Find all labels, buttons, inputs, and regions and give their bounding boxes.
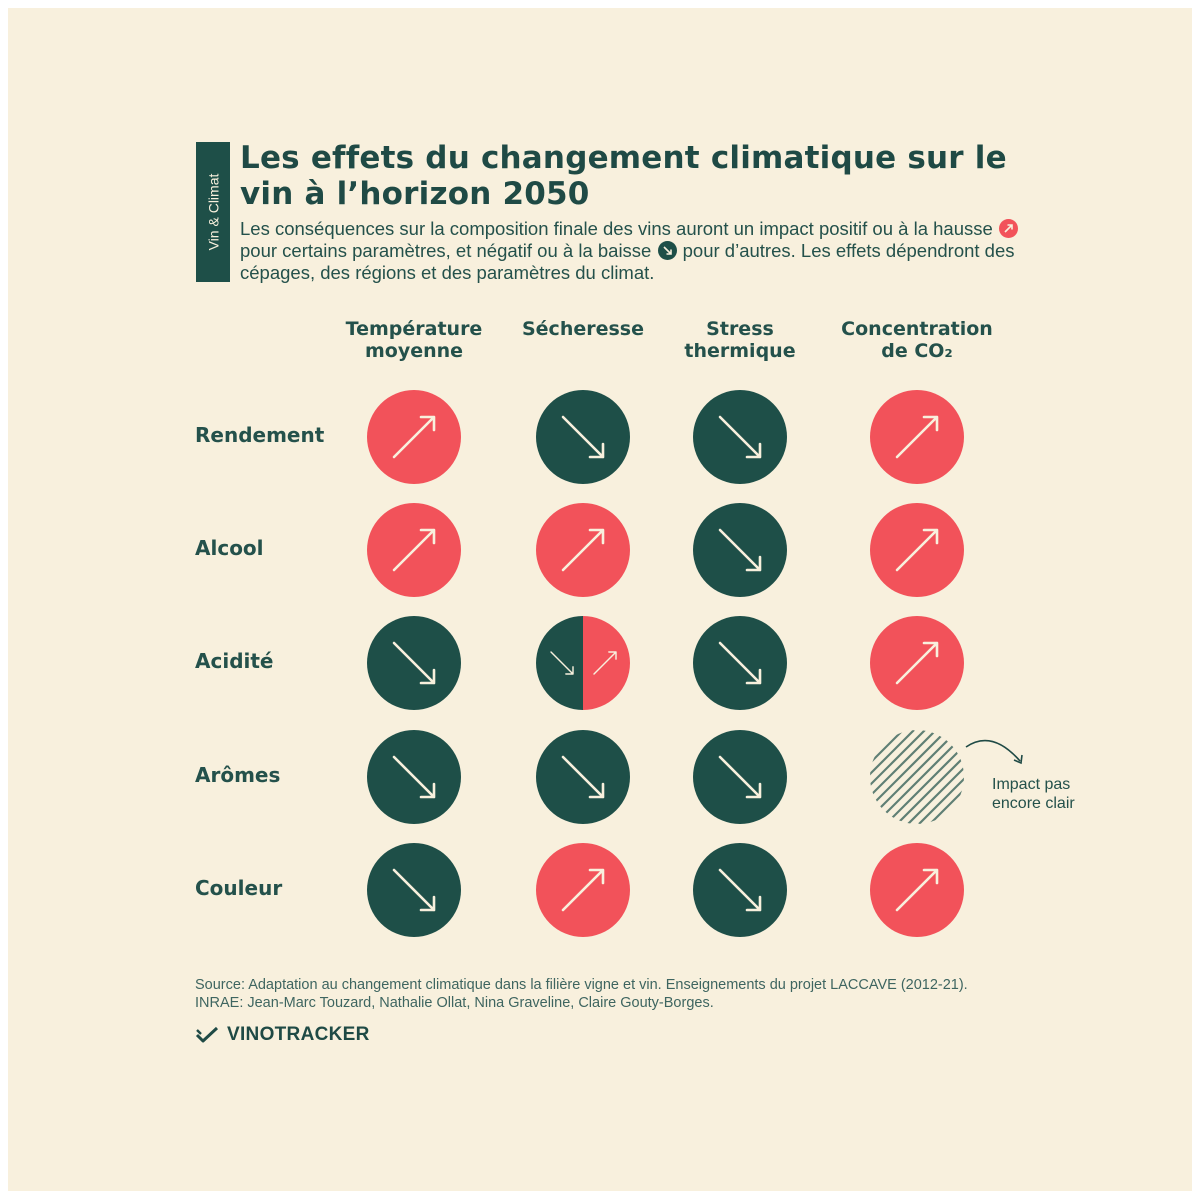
brand-name: VINOTRACKER — [227, 1024, 370, 1045]
arrow-up-right-icon — [870, 390, 964, 484]
arrow-up-right-icon — [367, 503, 461, 597]
arrow-down-right-icon — [367, 843, 461, 937]
column-header — [822, 318, 1012, 362]
category-tag — [196, 142, 230, 282]
brand — [195, 1024, 370, 1046]
legend-decrease-icon — [658, 241, 677, 260]
row-label: Rendement — [195, 423, 325, 447]
arrow-down-right-icon — [693, 390, 787, 484]
column-header-line-1: Concentration — [841, 318, 993, 340]
arrow-down-right-icon — [536, 730, 630, 824]
arrow-down-right-icon — [367, 730, 461, 824]
arrow-up-right-icon — [870, 843, 964, 937]
category-tag-label: Vin & Climat — [205, 173, 221, 251]
row-label: Couleur — [195, 876, 283, 900]
column-header — [645, 318, 835, 362]
unclear-impact-note: Impact pas encore clair — [992, 776, 1075, 812]
arrow-up-right-icon — [536, 843, 630, 937]
arrow-up-right-icon — [870, 503, 964, 597]
arrow-down-right-icon — [536, 390, 630, 484]
legend-increase-icon — [999, 219, 1018, 238]
arrow-down-right-icon — [693, 616, 787, 710]
check-logo-icon — [195, 1026, 219, 1044]
page-title: Les effets du changement climatique sur le vin à l’horizon 2050 — [240, 140, 1007, 212]
arrow-up-right-icon — [536, 503, 630, 597]
column-header-line-1: Température — [345, 318, 483, 340]
arrow-down-right-icon — [693, 843, 787, 937]
column-header-line-1: Sécheresse — [521, 318, 644, 340]
split-arrow-icon — [536, 616, 630, 710]
arrow-down-right-icon — [367, 616, 461, 710]
column-header-line-2: moyenne — [364, 340, 464, 362]
subtitle — [240, 218, 1040, 284]
subtitle-part-2: pour certains paramètres, et négatif ou à la baisse — [240, 240, 652, 261]
row-label: Acidité — [195, 649, 274, 673]
row-label: Arômes — [195, 763, 281, 787]
arrow-up-right-icon — [367, 390, 461, 484]
subtitle-part-1: Les conséquences sur la composition finale des vins auront un impact positif ou à la hausse — [240, 218, 993, 239]
curved-arrow-icon — [962, 735, 1032, 775]
column-header-line-2: de CO₂ — [881, 340, 953, 362]
subtitle-part-3: pour d’autres. Les effets dépendront des cépages, des régions et des paramètres du climat. — [240, 240, 1015, 283]
arrow-down-right-icon — [693, 503, 787, 597]
row-label: Alcool — [195, 536, 264, 560]
column-header-line-1: Stress — [706, 318, 774, 340]
column-header — [319, 318, 509, 362]
arrow-down-right-icon — [693, 730, 787, 824]
hatched-circle-icon — [870, 730, 964, 824]
arrow-up-right-icon — [870, 616, 964, 710]
column-header-line-2: thermique — [684, 340, 796, 362]
source-citation: Source: Adaptation au changement climatique dans la filière vigne et vin. Enseignements du projet LACCAVE (2012-21). INRAE: Jean-Marc Touzard, Nathalie Ollat, Nina Graveline, Claire Gouty-Borges. — [195, 977, 968, 1011]
